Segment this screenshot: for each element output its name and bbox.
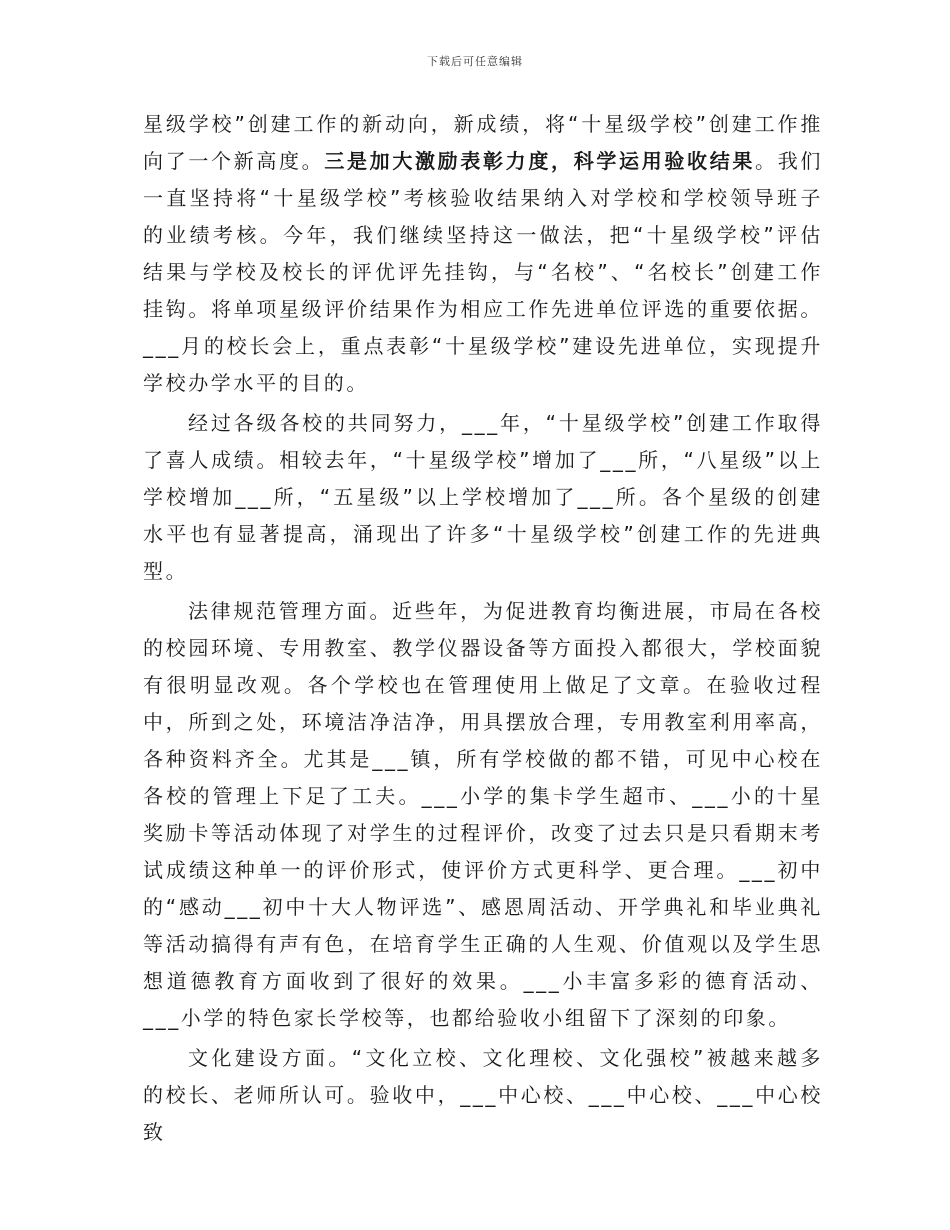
paragraph-1-text-a: 星级学校”创建工作的新动向，新成绩，将“十星级学校”创建工作推向了一个新高度。: [143, 112, 823, 173]
paragraph-1-bold-text: 三是加大激励表彰力度，科学运用验收结果: [324, 149, 756, 173]
paragraph-1-text-b: 。我们一直坚持将“十星级学校”考核验收结果纳入对学校和学校领导班子的业绩考核。今年，我们继续坚持这一做法，把“十星级学校”评估结果与学校及校长的评优评先挂钩，与“名校”、“名校长”创建工作挂钩。将单项星级评价结果作为相应工作先进单位评选的重要依据。___月的校长会上，重点表彰“十星级学校”建设先进单位，实现提升学校办学水平的目的。: [143, 149, 823, 395]
paragraph-1: [143, 106, 823, 402]
document-body: [143, 106, 823, 1151]
page-header-note: 下载后可任意编辑: [427, 55, 523, 68]
paragraph-2: 经过各级各校的共同努力，___年，“十星级学校”创建工作取得了喜人成绩。相较去年，“十星级学校”增加了___所，“八星级”以上学校增加___所，“五星级”以上学校增加了___所。各个星级的创建水平也有显著提高，涌现出了许多“十星级学校”创建工作的先进典型。: [143, 411, 823, 583]
paragraph-3: 法律规范管理方面。近些年，为促进教育均衡进展，市局在各校的校园环境、专用教室、教学仪器设备等方面投入都很大，学校面貌有很明显改观。各个学校也在管理使用上做足了文章。在验收过程中，所到之处，环境洁净洁净，用具摆放合理，专用教室利用率高，各种资料齐全。尤其是___镇，所有学校做的都不错，可见中心校在各校的管理上下足了工夫。___小学的集卡学生超市、___小的十星奖励卡等活动体现了对学生的过程评价，改变了过去只是只看期末考试成绩这种单一的评价形式，使评价方式更科学、更合理。___初中的“感动___初中十大人物评选”、感恩周活动、开学典礼和毕业典礼等活动搞得有声有色，在培育学生正确的人生观、价值观以及学生思想道德教育方面收到了很好的效果。___小丰富多彩的德育活动、___小学的特色家长学校等，也都给验收小组留下了深刻的印象。: [143, 599, 823, 1030]
paragraph-4: 文化建设方面。“文化立校、文化理校、文化强校”被越来越多的校长、老师所认可。验收中，___中心校、___中心校、___中心校致: [143, 1046, 823, 1144]
